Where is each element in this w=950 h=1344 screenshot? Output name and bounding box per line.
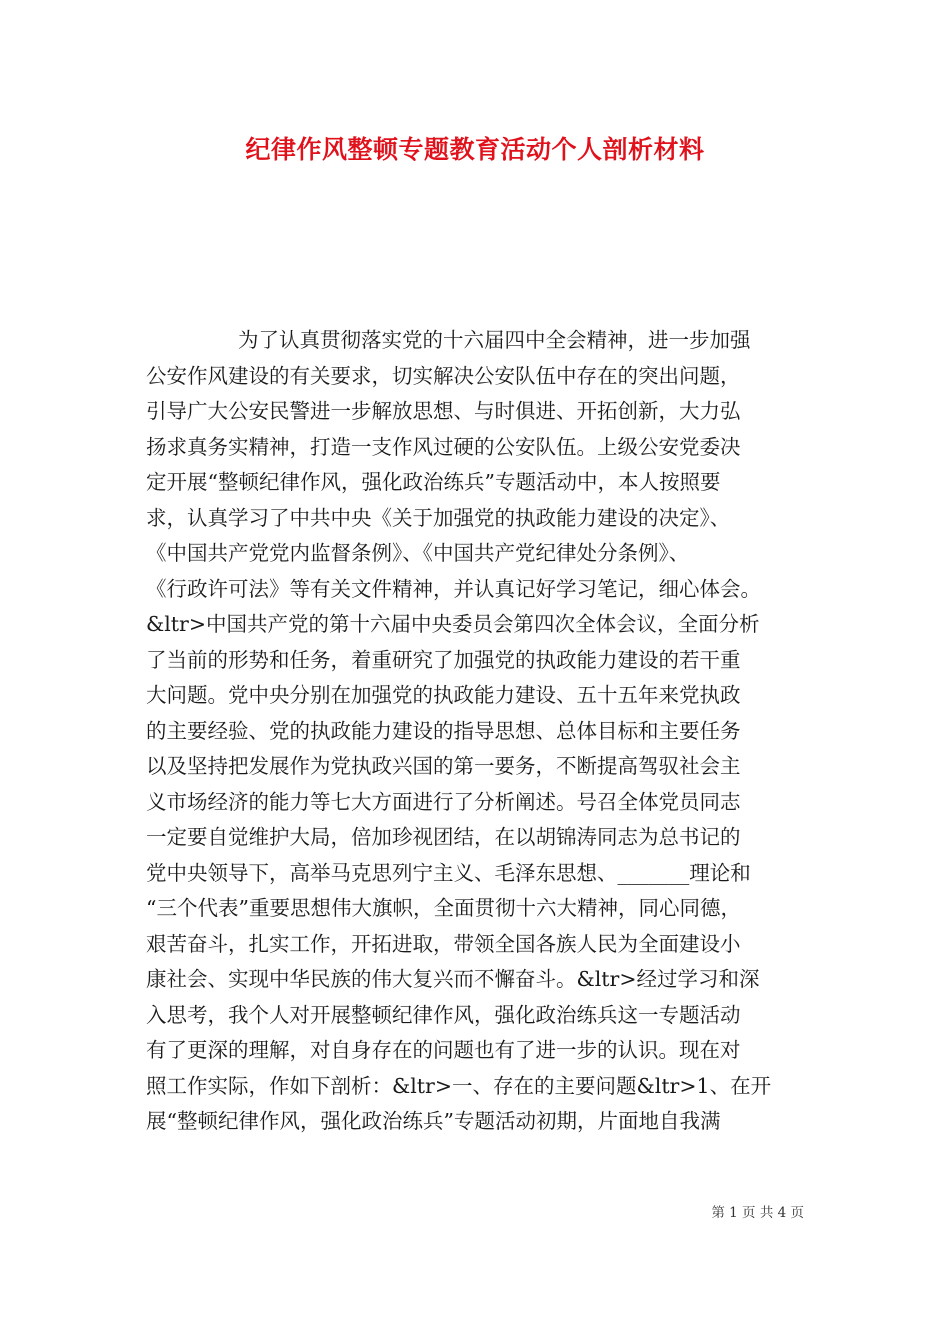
text-line: 一定要自觉维护大局，倍加珍视团结，在以胡锦涛同志为总书记的 [146,825,741,849]
text-line: 以及坚持把发展作为党执政兴国的第一要务，不断提高驾驭社会主 [146,754,741,778]
text-line: 入思考，我个人对开展整顿纪律作风，强化政治练兵这一专题活动 [146,1002,741,1027]
text-line: 党中央领导下，高举马克思列宁主义、毛泽东思想、_______理论和 [146,860,751,885]
body-paragraph [146,323,812,1140]
text-line: 《行政许可法》等有关文件精神，并认真记好学习笔记，细心体会。 [146,576,761,601]
text-line: 康社会、实现中华民族的伟大复兴而不懈奋斗。&ltr>经过学习和深 [146,967,760,991]
text-line: 有了更深的理解，对自身存在的问题也有了进一步的认识。现在对 [146,1038,741,1062]
document-title: 纪律作风整顿专题教育活动个人剖析材料 [245,135,705,164]
text-line: &ltr>中国共产党的第十六届中央委员会第四次全体会议，全面分析 [146,612,760,636]
text-line: 定开展“整顿纪律作风，强化政治练兵”专题活动中，本人按照要 [146,470,721,494]
text-line: 照工作实际，作如下剖析：&ltr>一、存在的主要问题&ltr>1、在开 [146,1073,772,1098]
text-line: “三个代表”重要思想伟大旗帜，全面贯彻十六大精神，同心同德， [146,896,741,920]
text-line: 的主要经验、党的执政能力建设的指导思想、总体目标和主要任务 [146,718,741,743]
text-line: 艰苦奋斗，扎实工作，开拓进取，带领全国各族人民为全面建设小 [146,931,741,956]
text-line: 引导广大公安民警进一步解放思想、与时俱进、开拓创新，大力弘 [146,399,741,423]
text-line: 展“整顿纪律作风，强化政治练兵”专题活动初期，片面地自我满 [146,1109,721,1133]
text-line: 扬求真务实精神，打造一支作风过硬的公安队伍。上级公安党委决 [146,434,741,459]
text-line: 大问题。党中央分别在加强党的执政能力建设、五十五年来党执政 [146,683,741,707]
text-line: 《中国共产党党内监督条例》、《中国共产党纪律处分条例》、 [146,541,690,565]
text-line: 了当前的形势和任务，着重研究了加强党的执政能力建设的若干重 [146,647,741,672]
page-number-footer: 第 1 页 共 4 页 [711,1205,804,1221]
text-line: 求，认真学习了中共中央《关于加强党的执政能力建设的决定》、 [146,505,731,530]
text-line: 为了认真贯彻落实党的十六届四中全会精神，进一步加强 [238,328,751,352]
text-line: 公安作风建设的有关要求，切实解决公安队伍中存在的突出问题， [146,363,741,388]
text-line: 义市场经济的能力等七大方面进行了分析阐述。号召全体党员同志 [146,789,741,814]
